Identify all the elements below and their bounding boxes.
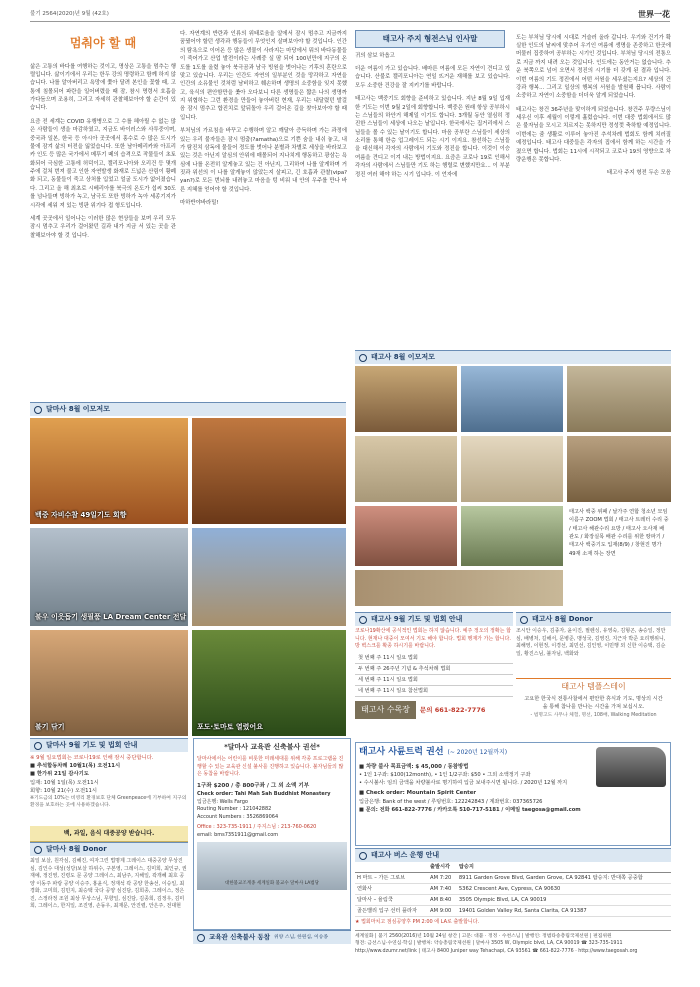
photo-pipe [355, 436, 457, 502]
photo-trench [461, 436, 563, 502]
list-item: 네 번째 주 11시 일요 참선법회 [355, 686, 513, 697]
taego-photo-caption: 태고사 백중 위패 / 날가주 연합 청소년 모임 이름구 ZOOM 법회 / 태고사 트레터 수리 중 / 태고사 해관수리 요방 / 태고사 오사재 배관도 / 화장실목 배관 수리를 위한 땅파기 / 태고사 백중기도 입재(8/9) / 창현진 명가 49재 소재 하는 장면 [567, 506, 671, 606]
bus-header: 태고사 버스 운행 안내 [355, 848, 671, 862]
taego-photo-grid [355, 366, 671, 610]
dalma-photo-grid [30, 418, 346, 736]
building-image: 대한불교조계종 세계일화 불교수 달마사 LA법당 [197, 842, 347, 890]
memorial-ad-phone: 문의 661-822-7776 [419, 705, 486, 714]
greeting-box-title: 태고사 주지 형전스님 인사말 [355, 30, 505, 48]
newspaper-logo: 世界一花 [638, 9, 670, 19]
circle-bullet-icon [197, 934, 205, 942]
photo-digging [567, 436, 671, 502]
dalma-donor-header: 달마사 8월 Donor [30, 842, 188, 856]
memorial-ad [355, 701, 513, 719]
greeting-salutation: 귀의 삼보 하옵고 [355, 52, 395, 59]
taego-sept-header: 태고사 9월 기도 및 법회 안내 [355, 612, 513, 626]
page-header [30, 8, 670, 22]
taego-donor-list: 조시안 이승우, 김종자, 윤이진, 필렌싱, 유영숙, 김형곤, 송승일, 정만심, 배병처, 길해서, 문병준, 맹성국, 김영진, 지근자 박준 요리행위니, 최해영, 이현정, 이경선, 최민선, 김인영, 이민행 외 신한 이승택, 김순일, 황진스님, 불자님, 백화와 [516, 628, 666, 657]
article-paragraph: 삶은 고통의 바다를 여행하는 것이고, 명상은 고통을 멈추는 행렬입니다. 삶이기에서 우리는 한두 강의 명령하고 함께 하지 않습니다. 나를 알아버리고 욕망에 쫓아 달려 본인을 꽃할 때, 고통에 침몰되어 파란을 일어버렸을 때 잠, 참시 명령서 호흡을 가다듬으며 조용히, 그리고 자세히 관찰해보아야 할 순간이 있습니다. [30, 63, 176, 112]
dalma-offering-banner: 백, 과일, 음식 대중공양 받습니다. [30, 826, 188, 842]
circle-bullet-icon [520, 616, 528, 624]
truck-bank: 입금은행: Bank of the west / 루팅번호: 122242843 / 계좌번호: 037365726 [359, 798, 543, 805]
photo-gathering [461, 506, 563, 566]
photo-dream-center [192, 528, 346, 626]
greeting-col-right [516, 34, 671, 344]
taego-sept-body [355, 628, 513, 738]
column-one [30, 30, 176, 400]
photo-panorama [355, 570, 563, 606]
table-row: 골든밸리 입구 선터 플라자 AM 9:00 19401 Golden Valley Rd, Santa Clarita, CA 91387 [355, 906, 671, 917]
truck-icon [596, 747, 666, 787]
article-title: 멈춰야 할 때 [69, 36, 137, 50]
memorial-ad-title: 태고사 수목장 [355, 701, 416, 719]
photo-altar [355, 366, 457, 432]
table-row: H 마트 – 가든 그로브 AM 7:20 8911 Garden Grove Blvd, Garden Grove, CA 92841 탑승지: 반대쪽 공중합 [355, 873, 671, 884]
dalma-building-footer: 교육관 신축불사 동참 위양 스님, 한원심, 이승종 [193, 930, 351, 944]
photo-grapes: 포도·토마토 열렸어요 [192, 630, 346, 736]
taego-donor-header: 태고사 8월 Donor [516, 612, 671, 626]
temple-stay-title: 태고사 템플스테이 [561, 682, 626, 691]
photo-zoom [461, 366, 563, 432]
taego-greeting [355, 30, 671, 350]
truck-campaign [355, 742, 671, 846]
truck-check: ■ Check order: Mountain Spirit Center [359, 790, 477, 797]
taego-sept-intro: 코로나19확산에 공식적인 법회는 하지 않습니다. 예주 정오의 정확는 합니다. 현재나 대중이 모여서 기도 해야 합니다. 법회 행재가 가는 합니다. 방 벽스크를 확종 하시기를 바랍니다. [355, 628, 511, 649]
issue-label: 불기 2564(2020)년 9월 (42호) [30, 11, 109, 17]
truck-title: 태고사 사륜트럭 권선 [359, 747, 444, 757]
photo-dalma-ceremony: 백중 자비수참 49일기도 회향 [30, 418, 188, 524]
truck-period: (~ 2020년 12월까지) [447, 749, 508, 756]
greeting-paragraph: 더운 여름이 가고 있습니다. 배마른 여름에 모든 자연이 견디고 있습니다. 산불로 캘리포니아는 연일 뜨거운 재해를 보고 있습니다. 모두 소중한 건강을 잘 지키기를 바랍니다. [355, 66, 510, 89]
truck-amount: ■ 차량 불사 목표금액: $ 45,000 / 동참방법 [359, 763, 469, 770]
circle-bullet-icon [34, 742, 42, 750]
article-paragraph: 마하반야바라밀! [180, 200, 219, 207]
list-item: 두 번째 주 26주년 기념 & 추석차례 법회 [355, 664, 513, 675]
article-paragraph: 세계 곳곳에서 일어나는 이러한 많은 현상들을 보며 우리 모두 잠시 멈추고 우리가 걸어왔던 길과 내가 지금 서 있는 곳을 관찰해보아야 할 것 입니다. [30, 215, 176, 239]
photo-tractor [567, 366, 671, 432]
truck-note: • 수시불사: 임의 금액을 차량불사로 명기하여 입금 보내주시면 됩니다. / 2020년 12월 까지 [359, 780, 568, 787]
circle-bullet-icon [34, 846, 42, 854]
circle-bullet-icon [359, 354, 367, 362]
temple-stay-note: - 법명고도 사무나 체험, 명선, 108배, Walking Meditation [530, 712, 657, 718]
column-two [180, 30, 347, 400]
circle-bullet-icon [34, 406, 42, 414]
truck-methods: • 1인 1구좌: $100(12month), • 1인 1/2구좌: $50 • 그외 소액정기 구좌 [359, 772, 531, 779]
taego-sept-list [355, 653, 513, 697]
dalma-sept-body: ※ 9월 일요법회는 코로나19로 인해 잠시 중단합니다. ■ 추석합동차례 10월1(목) 오전11시 ■ 한가위 21일 감사기도 입재: 10월 1일(목) 오전11시 회향: 10월 21(수) 오전11시 ※기도금의 10%는 비영리 환경보호 단체 Greenpeace에 기부하여 지구의 환경을 보호하는 곳에 사용하겠습니다. [30, 755, 187, 809]
list-item: 첫 번째 주 11시 일요 법회 [355, 653, 513, 664]
dalma-building-rate: 1구좌 $200 / 총 800구좌 / 그 외 소액 기부 [197, 783, 310, 790]
article-paragraph: 다. 자연계의 반란과 인류의 위태로움을 알에서 잠시 멈추고 지금까지 꿈꿨어야 할던 생각과 행동들이 무엇인지 살펴보아야 할 것입니다. 인간의 탐욕으로 이어온 등 많은 생물이 사라지는 마당에서 뭐의 바다동물들이 죽어가고 산업 발전이라는 사례중 실 땀 되어 100년만에 지구의 온도를 1도를 올렸 놓아 북극곰과 남극 빙원을 벗어나는 기후의 혼란으로 맞고 있습니다. 우리는 인간도 자연의 일부분인 것을 망각하고 자연을 인간의 소유물인 것처럼 남비하고 훼손하며 생명의 소중함을 잊지 못했고, 육식의 편안함만을 좇아 오다보니 다른 생명들은 짧은 나의 생명까지 위협하는 그런 환경을 만들어 놓아버린 현재, 우리는 내달렸던 발걸음 잠시 멈추고 합진치로 앞뒤돌아 우리 걸어온 길을 찾아보아야 할 때입니다. [180, 31, 347, 121]
greeting-paragraph: 태고사는 창건 36주년을 맞이하게 되었습니다. 창건주 무량스님이 세우신 이후 세월이 이렇게 흘렀습니다. 이번 대중 법회에서도 많은 불자님을 모시고 치르지는 못하지만 정성껏 축하할 예정입니다. 이번에는 쥼 생활로 이루어 놓아진 추석차례 법회도 함께 치러질 예정입니다. 태고사 대중들은 각자의 집에서 함께 하는 시간을 가졌으면 합니다. 법회는 11시에 시작되고 코로나 19의 영향으로 차량운행은 못합니다. [516, 106, 671, 163]
bus-table-container [355, 862, 671, 926]
photo-cleaning: 불기 닦기 [30, 630, 188, 736]
temple-stay-body: 고요한 한국식 전통사찰에서 편안한 휴식과 기도, 명상의 시간을 통해 참나를 만나는 시간을 가져 보십시오. [524, 696, 663, 711]
table-row: 연화사 AM 7:40 5362 Crescent Ave, Cypress, CA 90630 [355, 884, 671, 895]
taego-photos-header: 태고사 8월 이모저모 [355, 350, 671, 364]
greeting-paragraph: 태고사는 백중기도 회향을 준비하고 있습니다. 지난 8월 9일 입재한 기도는 이번 9월 2일에 회향합니다. 백중은 원래 항상 공부하시는 스님들의 하안거 해제일 이기도 합니다. 3개월 동안 열심히 정진한 스님들이 세상에 나오는 날입니다. 한국에서는 집거리에서 스님들을 볼 수 있는 날이기도 합니다. 마음 공부란 스님들이 세상의 소리를 통해 한층 업그레이드 되는 시기 이지요. 참선하는 스님들을 대신해서 각자의 사람에서 기도와 정진을 합니다. 이것이 이승 여름을 견디고 이겨 내는 방법이지요. 요즘은 코로나 19로 인해서 각자의 사람에서 스님들만 기도 하는 행렬로 변했지만요... 이 부분 정진 여러 해야 하는 시기 입니다. 이 언자에 [355, 96, 510, 178]
photo-dalma-hall [192, 418, 346, 524]
table-row: 달마사 – 율림쿡 AM 8:40 3505 Olympic Blvd, LA, CA 90019 [355, 895, 671, 906]
truck-contact: ■ 문의: 전화 661-822-7776 / 카카오톡 510-717-5181 / 이메일 taegosa@gmail.com [359, 806, 581, 813]
dalma-building-box: *달마사 교육관 신축불사 권선* 달마사에서는 어린이를 비롯한 미래세대를 위해 각종 프로그램을 진행할 수 있는 교육관 신설 불사를 진행하고 있습니다. 불자님들의 많은 동참을 바랍니다. 1구좌 $200 / 총 800구좌 / 그 외 소액 기부 Check order: Tahi Mah Sah Buddhist Monastery 입금은행: Wells Fargo Routing Number : 121042882 Account Numbers : 3526869064 Office : 323-735-1911 / 주지스님 : 213-760-0620 email: bms7351911@gmail.com 대한불교조계종 세계일화 불교수 달마사 LA법당 [193, 738, 351, 930]
greeting-signature: 태고사 주지 형전 두손 모음 [606, 170, 671, 177]
dalma-building-title: *달마사 교육관 신축불사 권선* [224, 743, 320, 751]
dalma-donor-list: 최일 보살, 원각심, 김혜진, 여자그린 법명제 그레이스 대중공양 무상진심, 김인수 대성(성당)보살 하위수, 구본영, 그레이스, 김미희, 최인규, 권재예, 정진영, 진령도 문 공양 그레이스, 최남주, 지해일, 곽개혜 최호 공양 이동주 파랑 공양 이승주, 홍윤식, 정재석 곽 공양 한송선, 이승일, 최경화, 고미희, 김민지, 최승택 국다 공양 심진담, 김희종, 그레이스, 정은진, 스정라정 조원 최상 무상스님, 무향일, 심진담, 김종희, 김정우, 김미희, 그레이스, 한지일, 조진영, 손동우, 최재문, 안진렬, 안은주, 전대현 [30, 858, 187, 909]
publication-footer: 세계일화 | 불기 2560(2016)년 10월 24일 창간 | 고문: 대불 · 정정 · 수천스님 | 발행인: 정범타송총림국제선원 | 편집위원 형전: 금선스님·수연심·학심 | 발행처: 약승총림국제선원 | 달마사 3505 W, Olympic blvd, LA, CA 90019 ☎ 323-735-1911 http://www.dzumr.net/link | 태고사 8400 Juniper way Tehachapi, CA 93561 ☎ 661-822-7776 · http://www.taegosah.org [355, 930, 671, 960]
list-item: 세 번째 주 11시 일요 법회 [355, 675, 513, 686]
greeting-paragraph: 도는 부처님 당시에 시대로 거슬러 올라 갑니다. 우기와 건기가 확실한 인도의 날씨에 맞추어 우기인 여름에 생명을 존중하고 한곳에 머물러 집중하여 공부하는 시기인 것입니다. 부처님 당시의 전통으로 지금 까지 내려 오는 것입니다. 인도에는 동안거는 없습니다. 추운 북쪽으로 넘어 오면서 정진의 시기를 더 갖게 된 결과 입니다. 이번 여름의 기도 정진에서 어떤 서원을 세우셨는지요? 세상의 건강과 행복... 그리고 일상의 행복의 서원을 발원해 봅니다. 사람이 소중하고 자연이 소중함을 더더욱 알게 되었습니다. [516, 34, 671, 100]
circle-bullet-icon [359, 852, 367, 860]
temple-stay [516, 678, 671, 738]
greeting-col-left [355, 52, 510, 362]
dalma-sept-header: 달마사 9월 기도 및 법회 안내 [30, 738, 188, 752]
article-paragraph: 부처님의 가르침을 바꾸고 수행하며 알고 깨달아 증득하며 가는 과정에 있는 우리 불자들은 잠시 멈춤(?amatha)으로 기쁜 숨을 내쉬 놓고, 내가 탐진치 삼독에 물들어 정도를 벗어나 분별과 차별로 세상을 바라보고 있는 것은 아닌지 알심의 안위에 매몰되어 지나치게 행동하고 광삼는 욕심에 나를 온전히 알게놓고 있는 건 아닌지, 그리하여 나를 알게하며 거짓과 위선의 이 나를 알게놓이 않았는지 살피고, 긴 호흡과 관찰(vipa?yan?)로 모든 번뇌를 내려놓고 마음을 텅 비워 내 안의 우주를 만나 바른 지혜를 얻어야 할 것입니다. [180, 128, 347, 193]
bus-table: 출발시각 탑승지 H 마트 – 가든 그로브 AM 7:20 8911 Garden Grove Blvd, Garden Grove, CA 92841 탑승지: 반대쪽 공중합 연화사 AM 7:40 5362 Crescent Ave, Cypress, CA 90630 달마사 – 율림쿡 AM 8:40 3505 Olympic Blvd, LA, CA 90019 골든밸리 입구 선터 플라자 AM 9:00 19401 Golden Valley Rd, Santa Clarita, CA 91387 [355, 862, 671, 917]
photo-ceremony [355, 506, 457, 566]
dalma-building-body: 달마사에서는 어린이를 비롯한 미래세대를 위해 각종 프로그램을 진행할 수 있는 교육관 신설 불사를 진행하고 있습니다. 불자님들의 많은 동참을 바랍니다. [197, 755, 344, 778]
photo-supplies: 불우 이웃돕기 생필품 LA Dream Center 전달 [30, 528, 188, 626]
circle-bullet-icon [359, 616, 367, 624]
bus-note: ★ 법회마치고 점심공양후 PM 2:00 에 LA로 출발합니다. [355, 919, 480, 926]
dalma-photos-header: 달마사 8월 이모저모 [30, 402, 346, 416]
article-paragraph: 요즘 전 세계는 COVID 유행병으로 그 수를 헤아릴 수 없는 많은 사람들이 생을 마감하였고, 지금도 바이러스와 사투중이며, 중국과 일본, 한국 등 아시아 곳곳에서 홍수로 수 많은 도시가 물에 잠겨 삶의 터전을 잃었습니다. 또한 남아메리카와 아프리카 인도 등 많은 국가에서 메뚜기 떼의 습격으로 작물들이 초토화되어 극심한 고통에 허덕이고, 캘리포니아와 오리건 등 몇개 주에 걸쳐 번져 불고 인한 자연발생 화재로 드넓은 산림이 황폐화 되고, 동물들이 죽고 상처를 입었고 얼굴 도시가 없어졌습니다. 그리고 올 해 최초로 시베리아를 북극의 온도가 섭씨 30도를 넘나들며 빙하가 녹고, 남극도 또한 빙하가 녹아 세종기지가 시각에 세워 져 있는 빙판 위기다 접 형도입니다. [30, 118, 176, 209]
